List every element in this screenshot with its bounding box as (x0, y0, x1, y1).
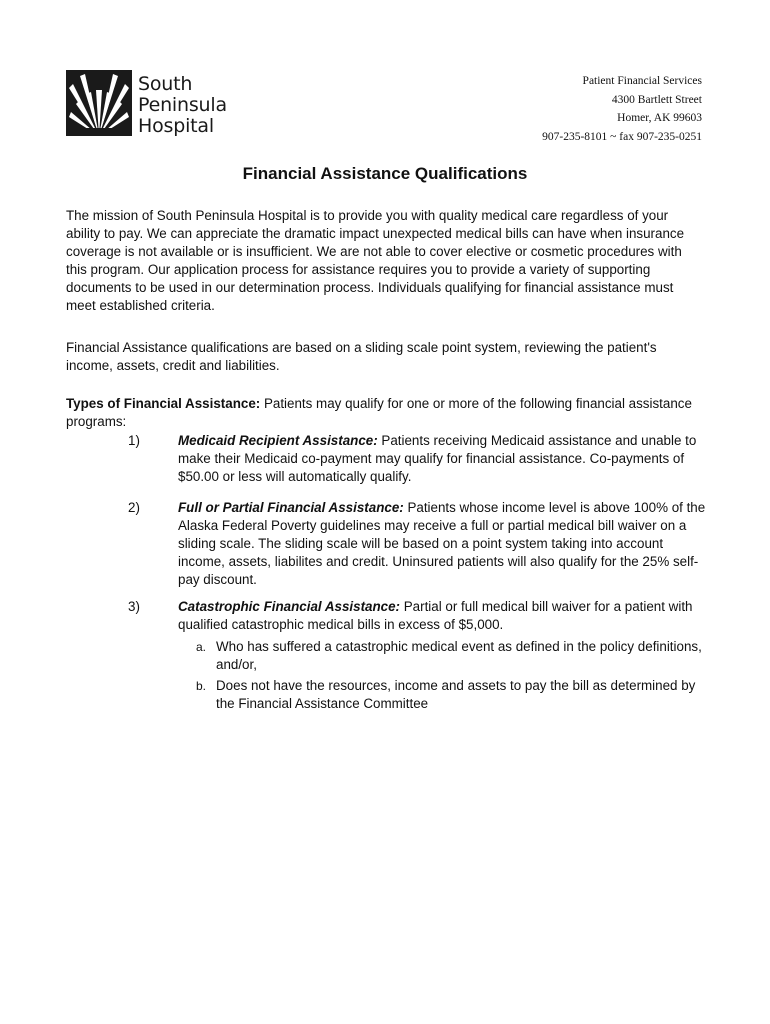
department-name: Patient Financial Services (582, 75, 702, 87)
phone-fax: 907-235-8101 ~ fax 907-235-0251 (542, 130, 702, 143)
item-label: Catastrophic Financial Assistance: (178, 599, 401, 614)
item-text: Patients receiving Medicaid assistance and unable to make their Medicaid co-payment may qualify for financial assistance. Co-payments of $50.00 or less will automatically qualify. (178, 433, 697, 484)
address-block (462, 72, 702, 146)
logo-wordmark (138, 74, 227, 137)
logo-line-1: South (138, 73, 193, 95)
item-label: Full or Partial Financial Assistance: (178, 500, 404, 515)
types-text: Patients may qualify for one or more of the following financial assistance programs: (66, 396, 692, 429)
sub-item-letter: b. (196, 679, 207, 693)
mission-text: The mission of South Peninsula Hospital is to provide you with quality medical care regardless of your ability to pay. We can appreciate the dramatic impact unexpected medical bills can have when insurance coverage is not available or is insufficient. We are not able to cover elective or cosmetic procedures with this program. Our application process for assistance requires you to provide a variety of supporting documents to be used in our determination process. Individuals qualifying for financial assistance must meet established criteria. (66, 208, 685, 313)
types-label: Types of Financial Assistance: (66, 396, 261, 411)
types-paragraph (66, 395, 706, 431)
item-number: 3) (128, 599, 140, 614)
item-number: 2) (128, 500, 140, 515)
item-number: 1) (128, 433, 140, 448)
mission-paragraph (66, 207, 706, 315)
item-label: Medicaid Recipient Assistance: (178, 433, 378, 448)
page-title: Financial Assistance Qualifications (242, 164, 528, 183)
logo-line-3: Hospital (138, 115, 214, 137)
hospital-logo (66, 70, 236, 136)
sub-item-text: Who has suffered a catastrophic medical event as defined in the policy definitions, and/or, (216, 639, 702, 672)
item-text: Partial or full medical bill waiver for a patient with qualified catastrophic medical bills in excess of $5,000. (178, 599, 693, 632)
sub-item-letter: a. (196, 640, 207, 654)
sunburst-logo-icon (66, 70, 132, 136)
sub-item-text: Does not have the resources, income and assets to pay the bill as determined by the Financial Assistance Committee (216, 678, 696, 711)
logo-line-2: Peninsula (138, 94, 227, 116)
sliding-scale-text: Financial Assistance qualifications are based on a sliding scale point system, reviewing the patient's income, assets, credit and liabilities. (66, 340, 657, 373)
sliding-scale-paragraph (66, 339, 706, 375)
street-address: 4300 Bartlett Street (611, 93, 702, 106)
item-text: Patients whose income level is above 100% of the Alaska Federal Poverty guidelines may receive a full or partial medical bill waiver on a sliding scale. The sliding scale will be based on a point system taking into account income, assets, liabilites and credit. Uninsured patients will also qualify for the 25% self-pay discount. (178, 500, 706, 587)
city-state-zip: Homer, AK 99603 (617, 112, 702, 124)
